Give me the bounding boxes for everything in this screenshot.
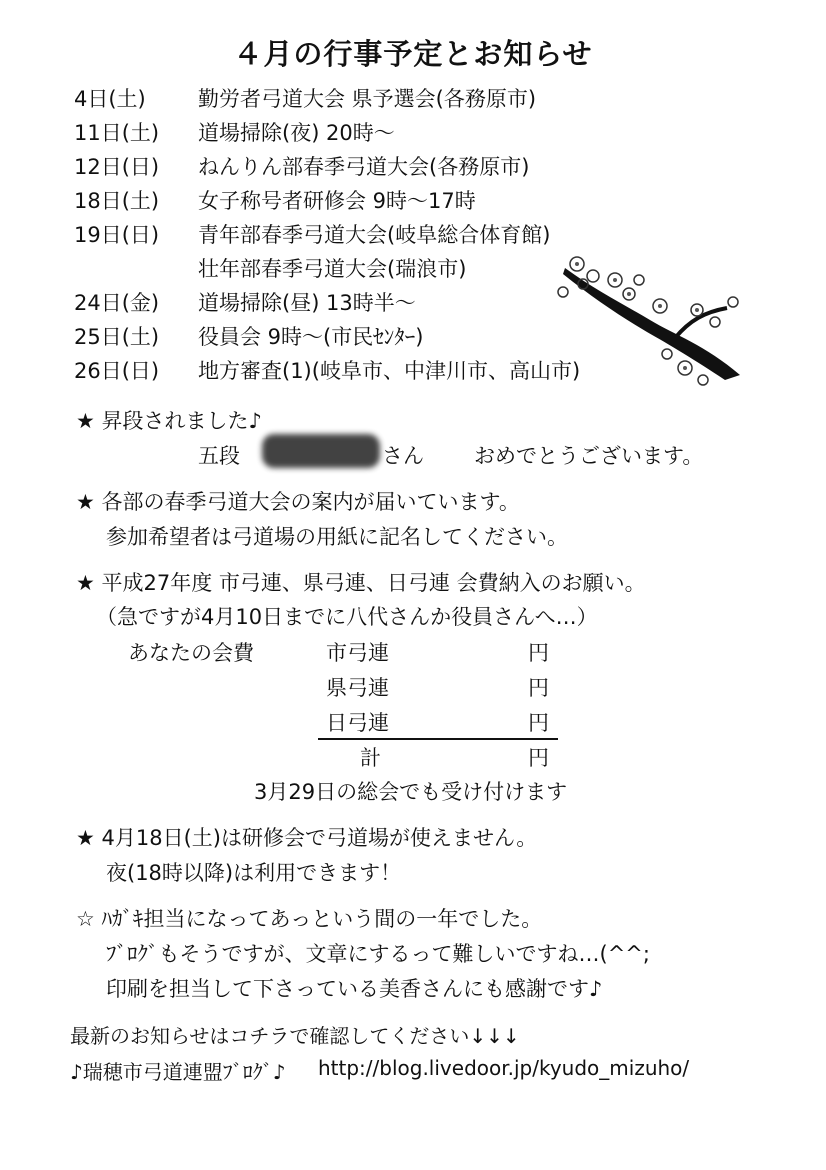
cherry-blossom-branch-icon (555, 250, 745, 390)
closing-line-2: ﾌﾞﾛｸﾞもそうですが、文章にするって難しいですね…(^^; (106, 942, 650, 966)
schedule-date: 25日(土) (74, 325, 160, 349)
closing-line-3: 印刷を担当して下さっている美香さんにも感謝です♪ (106, 977, 603, 1001)
closing-line-1: ☆ ﾊｶﾞｷ担当になってあっという間の一年でした。 (76, 907, 543, 931)
promotion-rank: 五段 (198, 444, 240, 468)
fee-unit: 円 (528, 711, 549, 735)
fees-line-1: ★ 平成27年度 市弓連、県弓連、日弓連 会費納入のお願い。 (76, 571, 646, 595)
schedule-date: 12日(日) (74, 155, 160, 179)
redacted-name (262, 434, 380, 468)
schedule-text: 女子称号者研修会 9時～17時 (198, 189, 476, 213)
fee-unit: 円 (528, 641, 549, 665)
tournament-line-1: ★ 各部の春季弓道大会の案内が届いています。 (76, 490, 520, 514)
seminar-line-2: 夜(18時以降)は利用できます！ (106, 861, 402, 885)
schedule-text: 勤労者弓道大会 県予選会(各務原市) (198, 87, 537, 111)
fee-total-label: 計 (360, 746, 381, 770)
schedule-text: 壮年部春季弓道大会(瑞浪市) (198, 257, 467, 281)
total-divider (318, 738, 558, 740)
fees-line-2: （急ですが4月10日までに八代さんか役員さんへ…） (96, 605, 598, 629)
tournament-line-2: 参加希望者は弓道場の用紙に記名してください。 (106, 525, 568, 549)
fee-unit: 円 (528, 676, 549, 700)
schedule-date: 19日(日) (74, 223, 160, 247)
promotion-heading: ★ 昇段されました♪ (76, 409, 262, 433)
schedule-date: 11日(土) (74, 121, 160, 145)
schedule-text: 役員会 9時～(市民ｾﾝﾀｰ) (198, 325, 424, 349)
fees-note: 3月29日の総会でも受け付けます (254, 780, 568, 804)
schedule-text: ねんりん部春季弓道大会(各務原市) (198, 155, 530, 179)
blog-url-link[interactable]: http://blog.livedoor.jp/kyudo_mizuho/ (318, 1056, 690, 1080)
fee-name: 日弓連 (326, 711, 389, 735)
fee-name: 市弓連 (326, 641, 389, 665)
schedule-text: 青年部春季弓道大会(岐阜総合体育館) (198, 223, 551, 247)
footer-notice: 最新のお知らせはコチラで確認してください↓↓↓ (70, 1024, 520, 1048)
schedule-date: 18日(土) (74, 189, 160, 213)
schedule-date: 4日(土) (74, 87, 146, 111)
fees-label: あなたの会費 (128, 641, 254, 665)
seminar-line-1: ★ 4月18日(土)は研修会で弓道場が使えません。 (76, 826, 538, 850)
page-title: ４月の行事予定とお知らせ (233, 37, 593, 71)
schedule-text: 道場掃除(昼) 13時半～ (198, 291, 416, 315)
schedule-date: 26日(日) (74, 359, 160, 383)
promotion-san: さん (382, 444, 424, 468)
promotion-congrats: おめでとうございます。 (474, 444, 704, 468)
schedule-text: 地方審査(1)(岐阜市、中津川市、高山市) (198, 359, 581, 383)
schedule-date: 24日(金) (74, 291, 160, 315)
fee-total-unit: 円 (528, 746, 549, 770)
fee-name: 県弓連 (326, 676, 389, 700)
schedule-text: 道場掃除(夜) 20時～ (198, 121, 395, 145)
footer-blog-label: ♪瑞穂市弓道連盟ﾌﾞﾛｸﾞ♪ (70, 1060, 286, 1084)
